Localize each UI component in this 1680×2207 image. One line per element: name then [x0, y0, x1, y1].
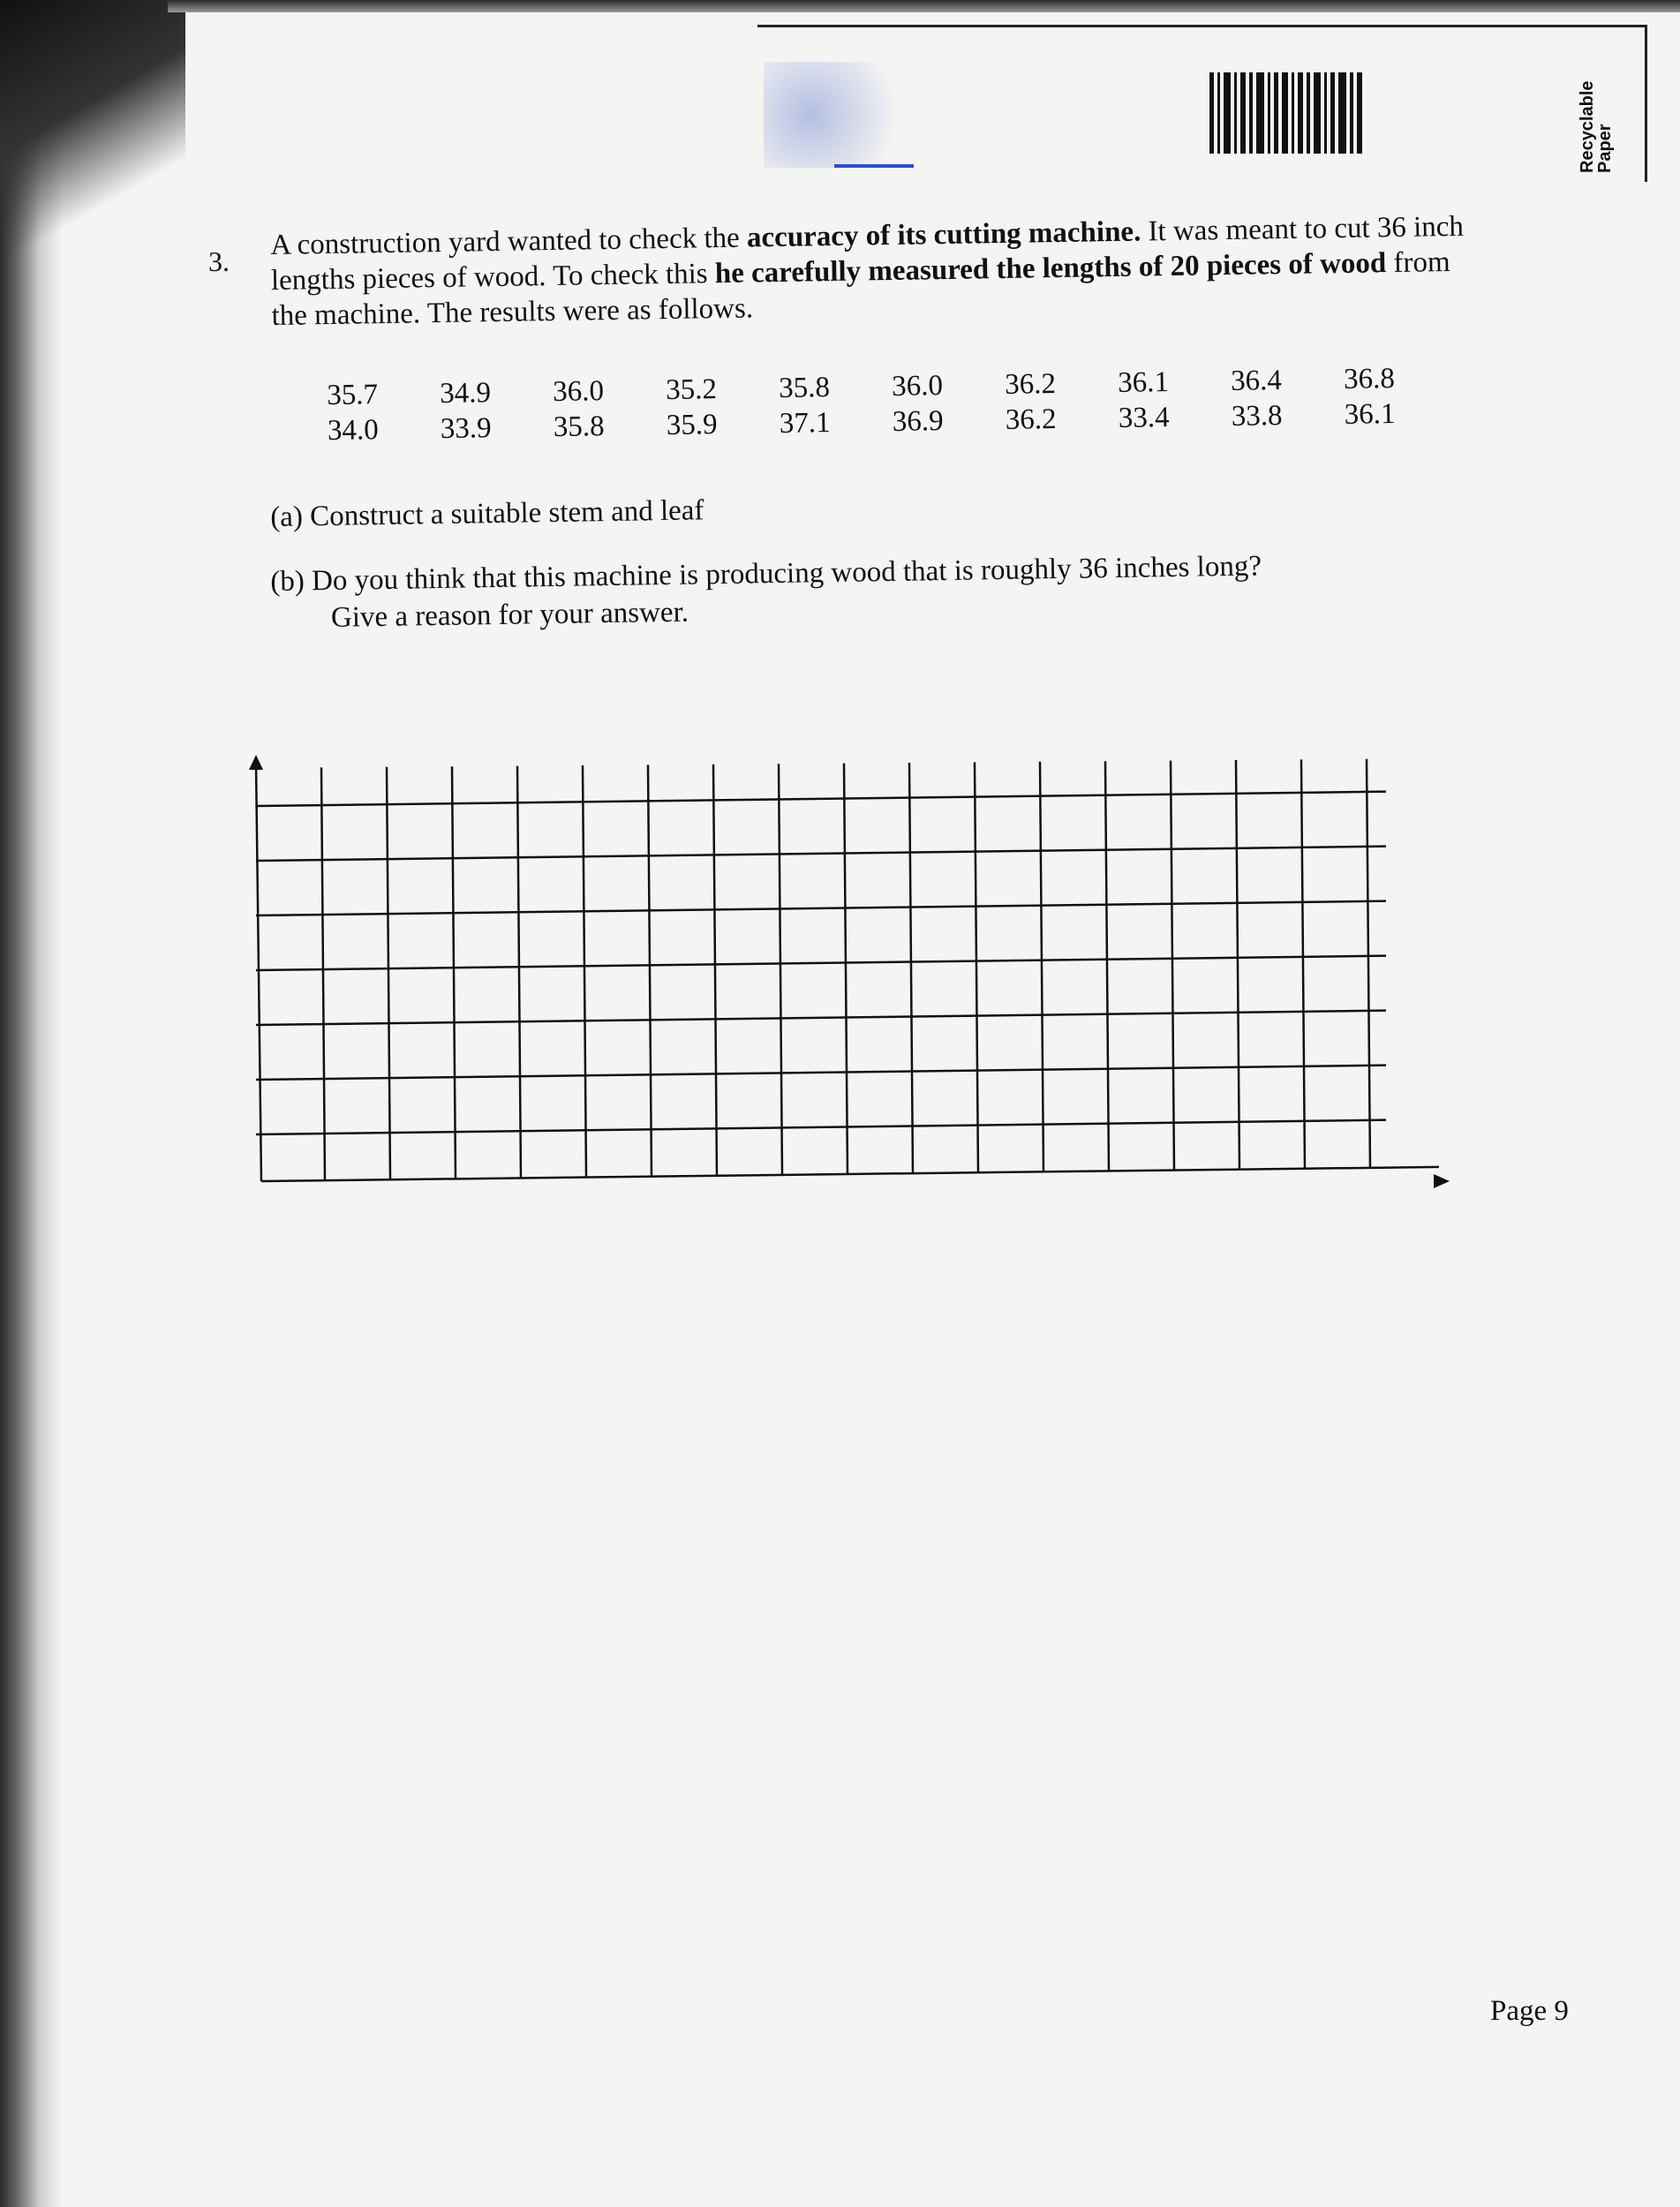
part-b-line-1: (b) Do you think that this machine is producing wood that is roughly 36 inches long?	[270, 550, 1262, 598]
scan-top-border	[168, 0, 1680, 12]
grid-row-line	[256, 901, 1386, 915]
grid-column-line	[1301, 759, 1305, 1168]
data-value: 36.1	[1117, 366, 1170, 399]
data-value: 36.1	[1344, 397, 1396, 431]
grid-column-line	[387, 767, 390, 1179]
grid-column-line	[1105, 761, 1109, 1171]
ink-line	[834, 164, 914, 168]
y-axis	[256, 764, 261, 1181]
scan-shadow-corner	[0, 0, 185, 335]
data-value: 35.8	[778, 372, 831, 404]
data-value: 36.2	[1005, 403, 1057, 436]
grid-row-line	[256, 1011, 1386, 1025]
part-a-text: (a) Construct a suitable stem and leaf	[270, 494, 704, 533]
grid-lines	[256, 759, 1439, 1181]
grid-column-line	[779, 764, 782, 1175]
grid-column-line	[713, 765, 717, 1176]
grid-row-line	[256, 847, 1386, 861]
question-line-3: the machine. The results were as follows.	[271, 292, 754, 332]
recyclable-paper-mark	[1578, 58, 1614, 173]
data-value: 35.2	[665, 373, 718, 406]
page-number: Page 9	[1490, 1995, 1569, 2027]
x-axis-arrow	[1434, 1174, 1450, 1188]
question-line-1b: accuracy of its cutting machine.	[746, 215, 1141, 254]
grid-column-line	[517, 766, 521, 1179]
grid-row-line	[256, 956, 1386, 970]
grid-column-line	[844, 764, 848, 1174]
barcode	[1209, 72, 1386, 154]
data-value: 33.9	[440, 412, 492, 445]
recycle-line-2: Paper	[1595, 124, 1615, 173]
grid-column-line	[1367, 759, 1370, 1168]
grid-column-line	[1040, 762, 1043, 1172]
data-value: 34.0	[327, 414, 379, 447]
question-number: 3.	[208, 245, 230, 277]
part-b-line-2: Give a reason for your answer.	[330, 596, 689, 634]
question-line-1a: A construction yard wanted to check the	[270, 222, 748, 261]
grid-row-line	[256, 792, 1386, 806]
data-value: 36.2	[1004, 368, 1057, 401]
grid-column-line	[321, 767, 325, 1180]
question-text	[270, 207, 1552, 334]
measurement-data	[327, 362, 1458, 450]
part-b-text	[270, 547, 1262, 637]
question-line-2a: lengths pieces of wood. To check this	[270, 258, 716, 297]
grid-row-line	[256, 1066, 1386, 1080]
data-value: 36.0	[891, 370, 944, 403]
grid-row-line	[256, 1120, 1386, 1134]
recycle-line-1: Recyclable	[1578, 80, 1597, 173]
grid-column-line	[1236, 760, 1239, 1170]
data-value: 36.4	[1230, 365, 1283, 397]
question-line-1c: It was meant to cut 36 inch	[1141, 210, 1465, 248]
grid-column-line	[909, 763, 913, 1173]
data-value: 35.9	[666, 409, 718, 441]
data-value: 35.8	[553, 411, 605, 443]
data-value: 33.8	[1231, 400, 1283, 433]
data-value: 35.7	[327, 379, 379, 411]
data-value: 33.4	[1118, 402, 1170, 434]
answer-grid	[238, 750, 1457, 1209]
grid-column-line	[975, 762, 978, 1172]
grid-column-line	[452, 766, 456, 1179]
data-value: 34.9	[439, 377, 492, 410]
y-axis-arrow	[249, 755, 263, 770]
grid-column-line	[648, 765, 652, 1176]
ink-stamp	[764, 62, 923, 168]
grid-column-line	[583, 765, 586, 1178]
grid-column-line	[1171, 761, 1174, 1171]
data-value: 37.1	[779, 407, 831, 440]
x-axis	[261, 1167, 1439, 1181]
question-line-2c: from	[1385, 246, 1450, 280]
data-value: 36.0	[552, 375, 605, 408]
data-value: 36.9	[892, 405, 944, 438]
data-value: 36.8	[1343, 362, 1396, 395]
question-line-2b: he carefully measured the lengths of 20 pieces of wood	[714, 247, 1387, 290]
